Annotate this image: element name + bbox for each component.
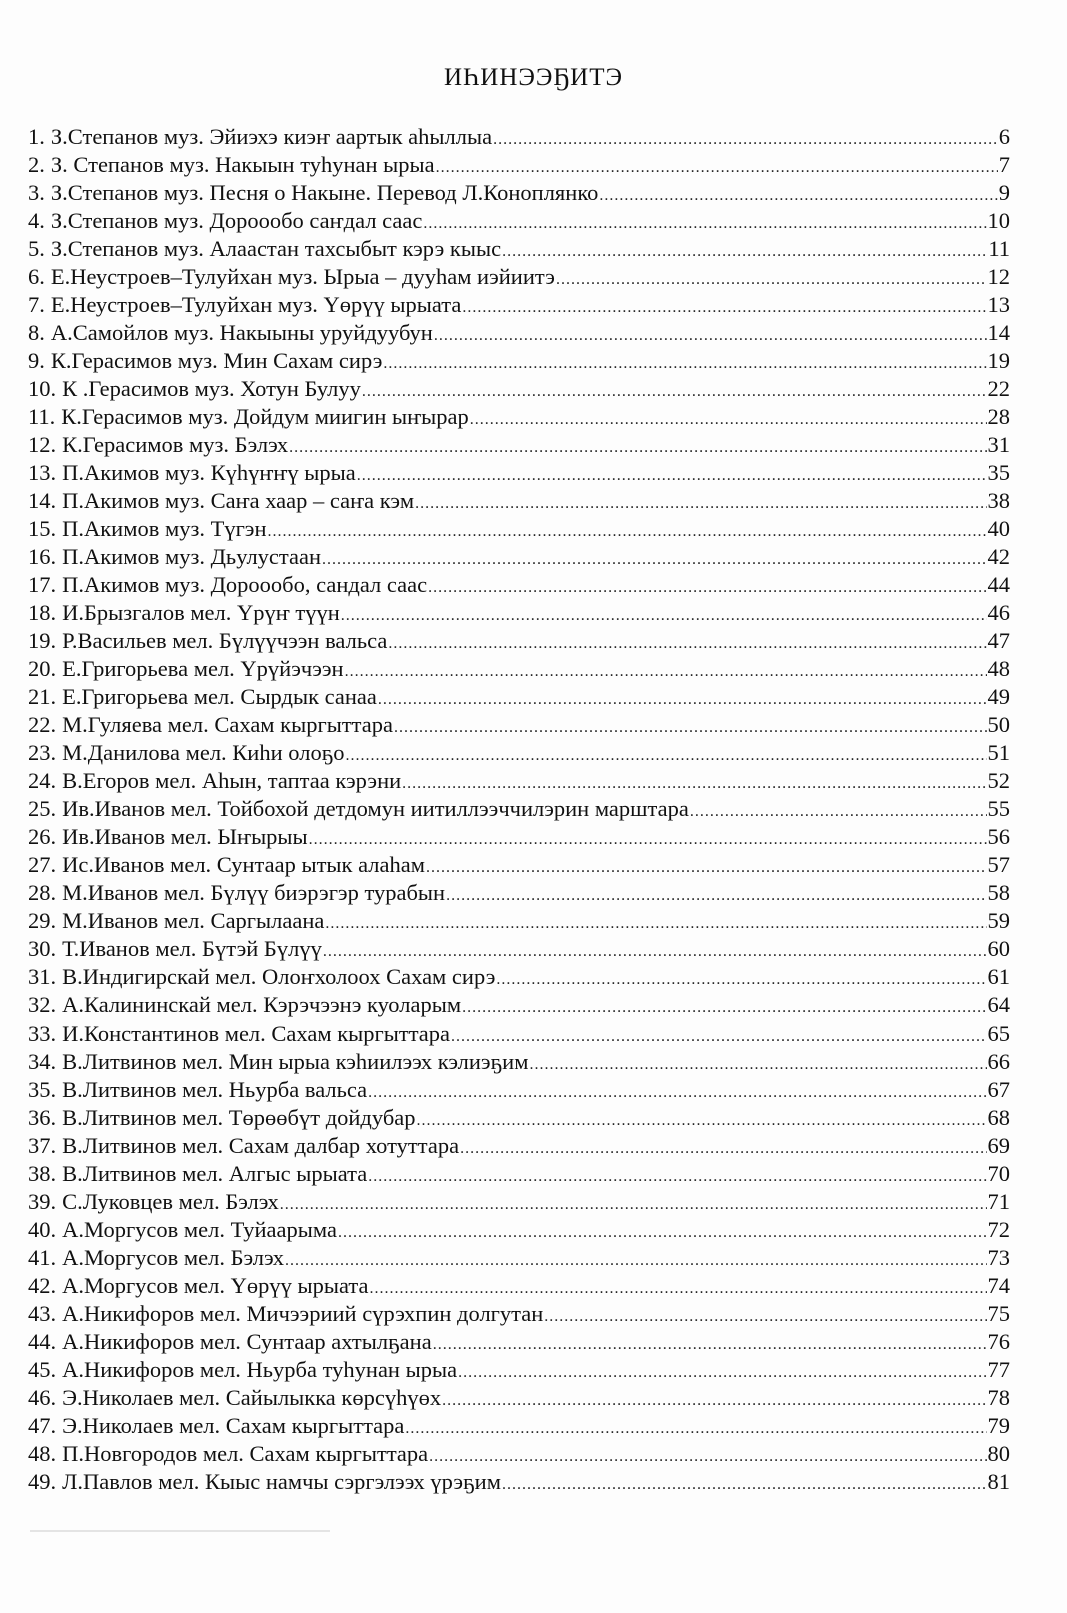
- toc-entry-page-number: 46: [987, 600, 1010, 626]
- toc-entry: [28, 1272, 1010, 1300]
- toc-entry-page-number: 72: [987, 1216, 1010, 1242]
- toc-entry-leader-dots: [556, 266, 987, 294]
- toc-entry-page-number: 42: [987, 544, 1010, 570]
- toc-entry-page-number: 67: [987, 1076, 1010, 1102]
- toc-entry: [28, 963, 1010, 991]
- toc-entry-page-number: 47: [987, 628, 1010, 654]
- toc-entry-title: К.Герасимов муз. Мин Сахам сирэ: [50, 348, 383, 374]
- toc-entry-number: 4.: [28, 208, 45, 234]
- toc-entry: [28, 1076, 1010, 1104]
- toc-entry-leader-dots: [458, 1359, 986, 1387]
- toc-entry: [28, 235, 1010, 263]
- toc-entry: [28, 1384, 1010, 1412]
- toc-entry-title: Е.Неустроев–Тулуйхан муз. Үөрүү ырыата: [50, 292, 462, 318]
- toc-entry-leader-dots: [529, 1051, 986, 1079]
- toc-entry: [28, 851, 1010, 879]
- toc-entry-title: П.Акимов муз. Түгэн: [62, 516, 267, 542]
- toc-entry-leader-dots: [415, 490, 986, 518]
- toc-entry-page-number: 13: [987, 292, 1010, 318]
- toc-entry-leader-dots: [470, 406, 987, 434]
- toc-entry-page-number: 58: [987, 880, 1010, 906]
- toc-entry-title: Е.Григорьева мел. Үрүйэчээн: [62, 656, 344, 682]
- toc-entry: [28, 655, 1010, 683]
- toc-entry-title: В.Индигирскай мел. Олоҥхолоох Сахам сирэ: [62, 964, 496, 990]
- toc-entry-number: 8.: [28, 320, 45, 346]
- toc-entry-title: А.Моргусов мел. Үөрүү ырыата: [62, 1272, 369, 1298]
- toc-entry-page-number: 52: [987, 768, 1010, 794]
- toc-entry: [28, 1300, 1010, 1328]
- toc-entry-leader-dots: [417, 1107, 987, 1135]
- toc-entry-page-number: 10: [987, 208, 1010, 234]
- toc-entry-leader-dots: [323, 938, 987, 966]
- toc-entry-number: 17.: [28, 572, 57, 598]
- toc-entry: [28, 1328, 1010, 1356]
- toc-entry-page-number: 78: [987, 1384, 1010, 1410]
- toc-entry-page-number: 77: [987, 1356, 1010, 1382]
- toc-entry-page-number: 60: [987, 936, 1010, 962]
- toc-entry: [28, 375, 1010, 403]
- toc-entry-leader-dots: [388, 630, 986, 658]
- toc-entry-title: К.Герасимов муз. Бэлэх: [62, 432, 289, 458]
- toc-entry-title: Р.Васильев мел. Бүлүүчээн вальса: [62, 628, 388, 654]
- toc-entry-page-number: 81: [987, 1468, 1010, 1494]
- toc-entry-number: 34.: [28, 1048, 57, 1074]
- toc-entry: [28, 1244, 1010, 1272]
- toc-entry-number: 41.: [28, 1244, 57, 1270]
- toc-entry-leader-dots: [322, 546, 986, 574]
- toc-entry-number: 44.: [28, 1328, 57, 1354]
- toc-entry-leader-dots: [368, 1163, 986, 1191]
- toc-entry: [28, 599, 1010, 627]
- toc-entry-number: 21.: [28, 684, 57, 710]
- scan-smudge: [30, 1530, 330, 1532]
- toc-entry: [28, 459, 1010, 487]
- toc-entry: [28, 1160, 1010, 1188]
- toc-entry-title: А.Моргусов мел. Туйаарыма: [62, 1216, 337, 1242]
- toc-entry: [28, 1188, 1010, 1216]
- toc-entry-number: 49.: [28, 1468, 57, 1494]
- toc-entry: [28, 347, 1010, 375]
- toc-entry-title: З. Степанов муз. Накыын туһунан ырыа: [50, 152, 435, 178]
- table-of-contents: [28, 123, 1010, 1496]
- toc-entry-leader-dots: [429, 1443, 986, 1471]
- toc-entry-number: 29.: [28, 908, 57, 934]
- toc-entry-leader-dots: [268, 518, 987, 546]
- toc-entry-title: В.Литвинов мел. Төрөөбүт дойдубар: [62, 1104, 416, 1130]
- toc-entry-leader-dots: [442, 1387, 986, 1415]
- toc-entry-title: В.Егоров мел. Аһын, таптаа кэрэни: [62, 768, 402, 794]
- toc-entry-leader-dots: [289, 434, 986, 462]
- toc-entry-number: 47.: [28, 1412, 57, 1438]
- toc-entry-leader-dots: [434, 322, 987, 350]
- toc-entry-number: 20.: [28, 656, 57, 682]
- toc-entry-title: З.Степанов муз. Песня о Накыне. Перевод Л.Коноплянко: [50, 180, 599, 206]
- toc-entry-leader-dots: [362, 378, 987, 406]
- toc-entry-number: 36.: [28, 1104, 57, 1130]
- toc-entry-title: Ив.Иванов мел. Тойбохой детдомун иитиллээччилэрин марштара: [62, 796, 689, 822]
- toc-entry-title: А.Никифоров мел. Ньурба туһунан ырыа: [62, 1356, 458, 1382]
- toc-entry: [28, 1048, 1010, 1076]
- toc-entry: [28, 179, 1010, 207]
- toc-entry: [28, 907, 1010, 935]
- toc-entry-title: М.Гуляева мел. Сахам кыргыттара: [62, 712, 393, 738]
- toc-entry-page-number: 11: [988, 236, 1010, 262]
- toc-entry-number: 40.: [28, 1216, 57, 1242]
- toc-entry-title: М.Иванов мел. Бүлүү биэрэгэр турабын: [62, 880, 446, 906]
- toc-entry-title: Л.Павлов мел. Кыыс намчы сэргэлээх үрэҕим: [62, 1468, 501, 1494]
- toc-entry-leader-dots: [357, 462, 987, 490]
- toc-entry-leader-dots: [378, 686, 987, 714]
- toc-entry-number: 27.: [28, 852, 57, 878]
- toc-entry-number: 16.: [28, 544, 57, 570]
- toc-entry-number: 39.: [28, 1188, 57, 1214]
- toc-entry-title: К.Герасимов муз. Дойдум миигин ыҥырар: [61, 404, 469, 430]
- toc-entry-page-number: 14: [987, 320, 1010, 346]
- toc-entry-leader-dots: [394, 714, 987, 742]
- toc-entry: [28, 431, 1010, 459]
- toc-entry: [28, 403, 1010, 431]
- toc-entry-title: А.Никифоров мел. Мичээриий сүрэхпин долгутан: [62, 1300, 544, 1326]
- toc-entry: [28, 1412, 1010, 1440]
- toc-entry-leader-dots: [345, 658, 987, 686]
- toc-entry: [28, 935, 1010, 963]
- toc-entry: [28, 319, 1010, 347]
- toc-entry: [28, 795, 1010, 823]
- toc-entry-page-number: 80: [987, 1440, 1010, 1466]
- toc-entry-title: Ис.Иванов мел. Сунтаар ытык алаһам: [62, 852, 425, 878]
- toc-entry-number: 45.: [28, 1356, 57, 1382]
- toc-entry: [28, 1468, 1010, 1496]
- toc-entry: [28, 1440, 1010, 1468]
- toc-entry-leader-dots: [451, 1023, 986, 1051]
- toc-entry: [28, 711, 1010, 739]
- toc-entry-page-number: 19: [987, 348, 1010, 374]
- toc-entry-leader-dots: [285, 1247, 986, 1275]
- toc-entry-title: П.Новгородов мел. Сахам кыргыттара: [62, 1440, 429, 1466]
- toc-entry-leader-dots: [460, 1135, 986, 1163]
- toc-entry-title: М.Данилова мел. Киһи олоҕо: [62, 740, 345, 766]
- toc-entry-number: 35.: [28, 1076, 57, 1102]
- toc-entry-title: А.Самойлов муз. Накыыны уруйдуубун: [50, 320, 433, 346]
- toc-entry-leader-dots: [383, 350, 986, 378]
- toc-entry-number: 12.: [28, 432, 57, 458]
- toc-entry-number: 42.: [28, 1272, 57, 1298]
- toc-entry-page-number: 59: [987, 908, 1010, 934]
- toc-entry-title: А.Моргусов мел. Бэлэх: [62, 1244, 285, 1270]
- toc-entry-title: В.Литвинов мел. Алгыс ырыата: [62, 1160, 368, 1186]
- toc-entry-leader-dots: [496, 966, 986, 994]
- toc-entry-leader-dots: [405, 1415, 986, 1443]
- toc-entry-leader-dots: [544, 1303, 986, 1331]
- toc-entry-leader-dots: [502, 1471, 987, 1499]
- toc-entry-leader-dots: [446, 882, 986, 910]
- toc-entry-title: П.Акимов муз. Дороообо, сандал саас: [62, 572, 428, 598]
- toc-entry-page-number: 64: [987, 992, 1010, 1018]
- toc-entry-title: И.Брызгалов мел. Үрүҥ түүн: [62, 600, 340, 626]
- page-title: ИҺИНЭЭҔИТЭ: [443, 64, 624, 91]
- toc-entry: [28, 571, 1010, 599]
- toc-entry-leader-dots: [599, 182, 997, 210]
- toc-entry-leader-dots: [428, 574, 986, 602]
- toc-entry-page-number: 66: [987, 1048, 1010, 1074]
- toc-entry-title: В.Литвинов мел. Мин ырыа кэһиилээх кэлиэҕим: [62, 1048, 529, 1074]
- toc-entry: [28, 879, 1010, 907]
- toc-entry-leader-dots: [462, 994, 986, 1022]
- toc-entry-leader-dots: [690, 798, 987, 826]
- toc-entry-page-number: 74: [987, 1272, 1010, 1298]
- toc-entry-page-number: 22: [987, 376, 1010, 402]
- toc-entry-page-number: 51: [987, 740, 1010, 766]
- toc-entry-page-number: 44: [987, 572, 1010, 598]
- toc-entry-leader-dots: [280, 1191, 987, 1219]
- toc-entry-number: 48.: [28, 1440, 57, 1466]
- toc-entry-page-number: 61: [987, 964, 1010, 990]
- toc-entry-title: Э.Николаев мел. Сахам кыргыттара: [62, 1412, 405, 1438]
- toc-entry: [28, 991, 1010, 1019]
- toc-entry-number: 25.: [28, 796, 57, 822]
- toc-entry-page-number: 40: [987, 516, 1010, 542]
- toc-entry-page-number: 7: [998, 152, 1010, 178]
- toc-entry-number: 22.: [28, 712, 57, 738]
- toc-entry-title: З.Степанов муз. Эйиэхэ киэҥ аартык аһыллыа: [50, 124, 493, 149]
- toc-entry: [28, 767, 1010, 795]
- toc-entry-number: 46.: [28, 1384, 57, 1410]
- toc-entry-number: 1.: [28, 124, 45, 149]
- toc-entry-number: 32.: [28, 992, 57, 1018]
- toc-entry-title: Е.Григорьева мел. Сырдык санаа: [62, 684, 377, 710]
- toc-entry-number: 6.: [28, 264, 45, 290]
- toc-entry-number: 28.: [28, 880, 57, 906]
- toc-entry-leader-dots: [369, 1275, 986, 1303]
- toc-entry: [28, 1020, 1010, 1048]
- toc-entry-page-number: 38: [987, 488, 1010, 514]
- toc-entry-number: 24.: [28, 768, 57, 794]
- toc-entry-leader-dots: [346, 742, 987, 770]
- toc-entry-title: П.Акимов муз. Күһүҥҥү ырыа: [62, 460, 356, 486]
- toc-entry: [28, 263, 1010, 291]
- toc-entry-number: 3.: [28, 180, 45, 206]
- toc-entry-leader-dots: [426, 854, 987, 882]
- toc-entry-page-number: 65: [987, 1020, 1010, 1046]
- toc-entry-page-number: 28: [987, 404, 1010, 430]
- toc-entry-title: Е.Неустроев–Тулуйхан муз. Ырыа – дууһам иэйиитэ: [50, 264, 555, 290]
- toc-entry-title: П.Акимов муз. Дьулустаан: [62, 544, 322, 570]
- toc-entry-number: 7.: [28, 292, 45, 318]
- toc-entry-leader-dots: [309, 826, 987, 854]
- toc-entry-title: Ив.Иванов мел. Ыҥырыы: [62, 824, 308, 850]
- toc-entry: [28, 515, 1010, 543]
- toc-entry-number: 9.: [28, 348, 45, 374]
- toc-entry: [28, 1132, 1010, 1160]
- toc-entry-page-number: 57: [987, 852, 1010, 878]
- toc-entry-page-number: 12: [987, 264, 1010, 290]
- toc-entry-title: С.Луковцев мел. Бэлэх: [62, 1188, 279, 1214]
- toc-entry-page-number: 50: [987, 712, 1010, 738]
- toc-entry-leader-dots: [402, 770, 986, 798]
- toc-entry-title: З.Степанов муз. Алаастан тахсыбыт кэрэ кыыс: [50, 236, 502, 262]
- toc-entry-leader-dots: [493, 126, 998, 154]
- toc-entry-page-number: 31: [987, 432, 1010, 458]
- toc-entry-leader-dots: [433, 1331, 987, 1359]
- toc-entry: [28, 823, 1010, 851]
- toc-entry-title: Э.Николаев мел. Сайылыкка көрсүһүөх: [62, 1384, 442, 1410]
- toc-entry: [28, 627, 1010, 655]
- toc-entry: [28, 151, 1010, 179]
- toc-entry-title: П.Акимов муз. Саҥа хаар – саҥа кэм: [62, 488, 415, 514]
- toc-entry-number: 38.: [28, 1160, 57, 1186]
- toc-entry-leader-dots: [368, 1079, 986, 1107]
- toc-entry: [28, 1356, 1010, 1384]
- toc-entry-leader-dots: [338, 1219, 987, 1247]
- toc-entry: [28, 739, 1010, 767]
- toc-entry-number: 19.: [28, 628, 57, 654]
- toc-entry: [28, 543, 1010, 571]
- toc-entry-title: М.Иванов мел. Саргылаана: [62, 908, 325, 934]
- toc-entry-title: А.Никифоров мел. Сунтаар ахтылҕана: [62, 1328, 432, 1354]
- toc-entry-number: 37.: [28, 1132, 57, 1158]
- toc-entry-page-number: 49: [987, 684, 1010, 710]
- toc-entry-number: 18.: [28, 600, 57, 626]
- toc-entry-page-number: 35: [987, 460, 1010, 486]
- toc-entry-number: 43.: [28, 1300, 57, 1326]
- toc-entry-page-number: 69: [987, 1132, 1010, 1158]
- toc-entry: [28, 291, 1010, 319]
- toc-entry-leader-dots: [423, 210, 986, 238]
- toc-entry-title: И.Константинов мел. Сахам кыргыттара: [62, 1020, 451, 1046]
- toc-entry: [28, 683, 1010, 711]
- toc-entry-page-number: 75: [987, 1300, 1010, 1326]
- toc-entry-number: 14.: [28, 488, 57, 514]
- toc-entry-title: В.Литвинов мел. Ньурба вальса: [62, 1076, 368, 1102]
- toc-entry-title: Т.Иванов мел. Бүтэй Бүлүү: [62, 936, 322, 962]
- toc-entry-title: З.Степанов муз. Дороообо саҥдал саас: [50, 208, 423, 234]
- toc-entry-page-number: 68: [987, 1104, 1010, 1130]
- toc-entry-page-number: 56: [987, 824, 1010, 850]
- toc-entry-number: 26.: [28, 824, 57, 850]
- toc-entry-page-number: 73: [987, 1244, 1010, 1270]
- toc-entry-page-number: 55: [987, 796, 1010, 822]
- toc-entry-page-number: 9: [998, 180, 1010, 206]
- toc-entry-page-number: 71: [987, 1188, 1010, 1214]
- toc-entry: [28, 1216, 1010, 1244]
- toc-entry-number: 10.: [28, 376, 57, 402]
- toc-entry-page-number: 79: [987, 1412, 1010, 1438]
- toc-entry-leader-dots: [341, 602, 987, 630]
- toc-entry-number: 13.: [28, 460, 57, 486]
- toc-entry-title: В.Литвинов мел. Сахам далбар хотуттара: [62, 1132, 460, 1158]
- toc-entry-page-number: 76: [987, 1328, 1010, 1354]
- toc-entry-number: 5.: [28, 236, 45, 262]
- toc-entry-leader-dots: [462, 294, 986, 322]
- toc-entry-number: 11.: [28, 404, 56, 430]
- toc-entry-leader-dots: [325, 910, 986, 938]
- toc-entry-title: А.Калининскай мел. Кэрэчээнэ куоларым: [62, 992, 462, 1018]
- toc-entry-page-number: 6: [998, 124, 1010, 149]
- toc-entry-number: 30.: [28, 936, 57, 962]
- toc-entry-leader-dots: [436, 154, 998, 182]
- toc-entry-number: 15.: [28, 516, 57, 542]
- toc-entry-leader-dots: [502, 238, 987, 266]
- toc-entry-number: 31.: [28, 964, 57, 990]
- toc-entry-number: 33.: [28, 1020, 57, 1046]
- toc-entry-number: 2.: [28, 152, 45, 178]
- toc-entry: [28, 487, 1010, 515]
- toc-entry-title: К .Герасимов муз. Хотун Булуу: [62, 376, 361, 402]
- toc-entry: [28, 1104, 1010, 1132]
- toc-entry: [28, 207, 1010, 235]
- toc-entry: [28, 123, 1010, 151]
- toc-entry-page-number: 70: [987, 1160, 1010, 1186]
- toc-entry-page-number: 48: [987, 656, 1010, 682]
- toc-entry-number: 23.: [28, 740, 57, 766]
